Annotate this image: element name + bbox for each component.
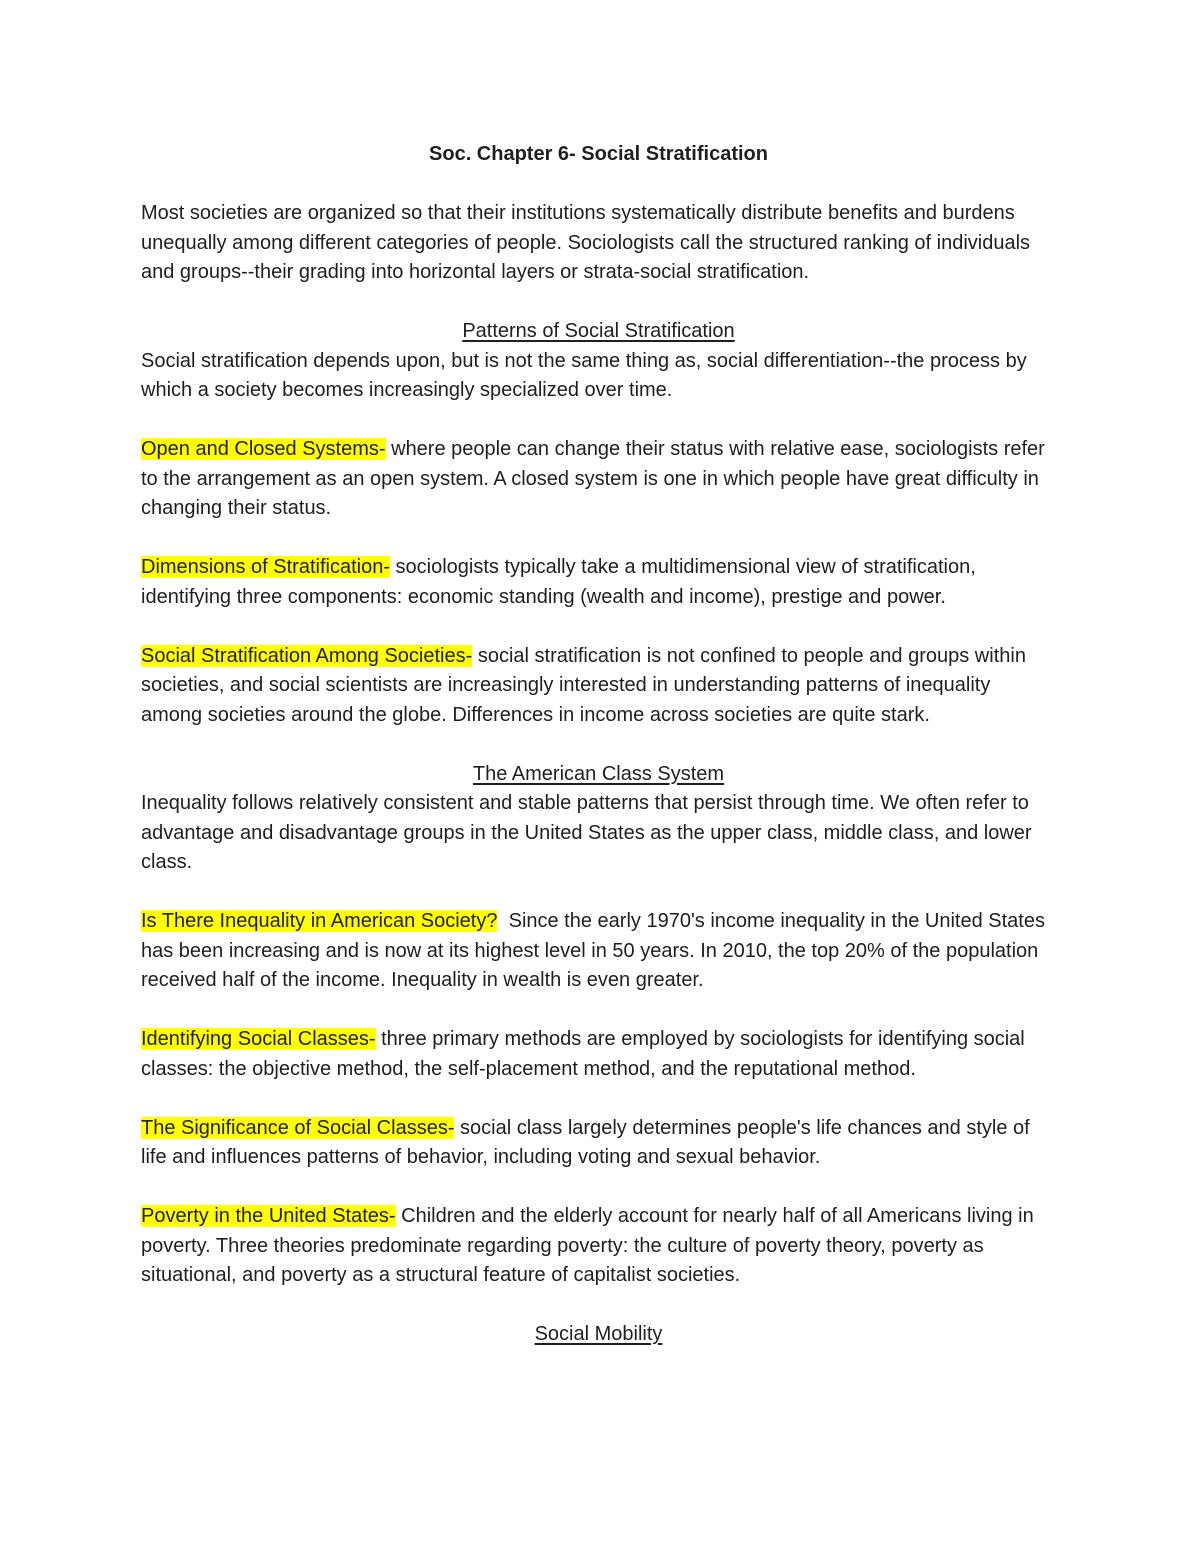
highlighted-term: Open and Closed Systems- — [141, 438, 386, 460]
intro-paragraph: Most societies are organized so that their institutions systematically distribute benefits and burdens unequally among different categories of people. Sociologists call the structured ranking of individuals and groups--their grading into horizontal layers or strata-social stratification. — [141, 202, 1031, 283]
term-paragraph-among-societies — [141, 642, 1056, 731]
highlighted-term: Is There Inequality in American Society? — [141, 910, 498, 932]
term-definition: sociologists typically take a multidimensional view of stratification, identifying three components: economic standing (wealth and income), prestige and power. — [141, 556, 976, 608]
highlighted-term: Poverty in the United States- — [141, 1205, 396, 1227]
section-heading-patterns: Patterns of Social Stratification — [462, 320, 735, 342]
term-paragraph-dimensions — [141, 553, 1056, 612]
term-definition: Children and the elderly account for nearly half of all Americans living in poverty. Three theories predominate regarding poverty: the culture of poverty theory, poverty as situational, and poverty as a structural feature of capitalist societies. — [141, 1205, 1034, 1286]
term-definition: Since the early 1970's income inequality in the United States has been increasing and is now at its highest level in 50 years. In 2010, the top 20% of the population received half of the income. Inequality in wealth is even greater. — [141, 910, 1051, 991]
term-definition: social stratification is not confined to people and groups within societies, and social scientists are increasingly interested in understanding patterns of inequality among societies around the globe. Differences in income across societies are quite stark. — [141, 644, 1026, 726]
term-paragraph-inequality — [141, 907, 1056, 996]
document-body — [141, 140, 1056, 1350]
highlighted-term: Social Stratification Among Societies- — [141, 644, 473, 667]
highlighted-term: Identifying Social Classes- — [141, 1028, 376, 1050]
american-class-paragraph: Inequality follows relatively consistent and stable patterns that persist through time. We often refer to advantage and disadvantage groups in the United States as the upper class, middle class, and lower class. — [141, 792, 1032, 873]
term-definition: three primary methods are employed by sociologists for identifying social classes: the objective method, the self-placement method, and the reputational method. — [141, 1028, 1025, 1080]
section-heading-american-class: The American Class System — [472, 762, 725, 785]
highlighted-term: The Significance of Social Classes- — [141, 1116, 455, 1139]
term-paragraph-open-closed — [141, 435, 1056, 524]
term-paragraph-significance — [141, 1114, 1056, 1173]
section-heading-social-mobility: Social Mobility — [534, 1323, 663, 1345]
patterns-paragraph: Social stratification depends upon, but is not the same thing as, social differentiation--the process by which a society becomes increasingly specialized over time. — [141, 349, 1027, 401]
document-title: Soc. Chapter 6- Social Stratification — [429, 143, 768, 165]
term-definition: social class largely determines people's life chances and style of life and influences patterns of behavior, including voting and sexual behavior. — [141, 1116, 1030, 1168]
term-paragraph-poverty — [141, 1202, 1056, 1291]
term-paragraph-identifying-classes — [141, 1025, 1056, 1084]
highlighted-term: Dimensions of Stratification- — [141, 556, 390, 578]
term-definition: where people can change their status with relative ease, sociologists refer to the arrangement as an open system. A closed system is one in which people have great difficulty in changing their status. — [141, 438, 1045, 519]
